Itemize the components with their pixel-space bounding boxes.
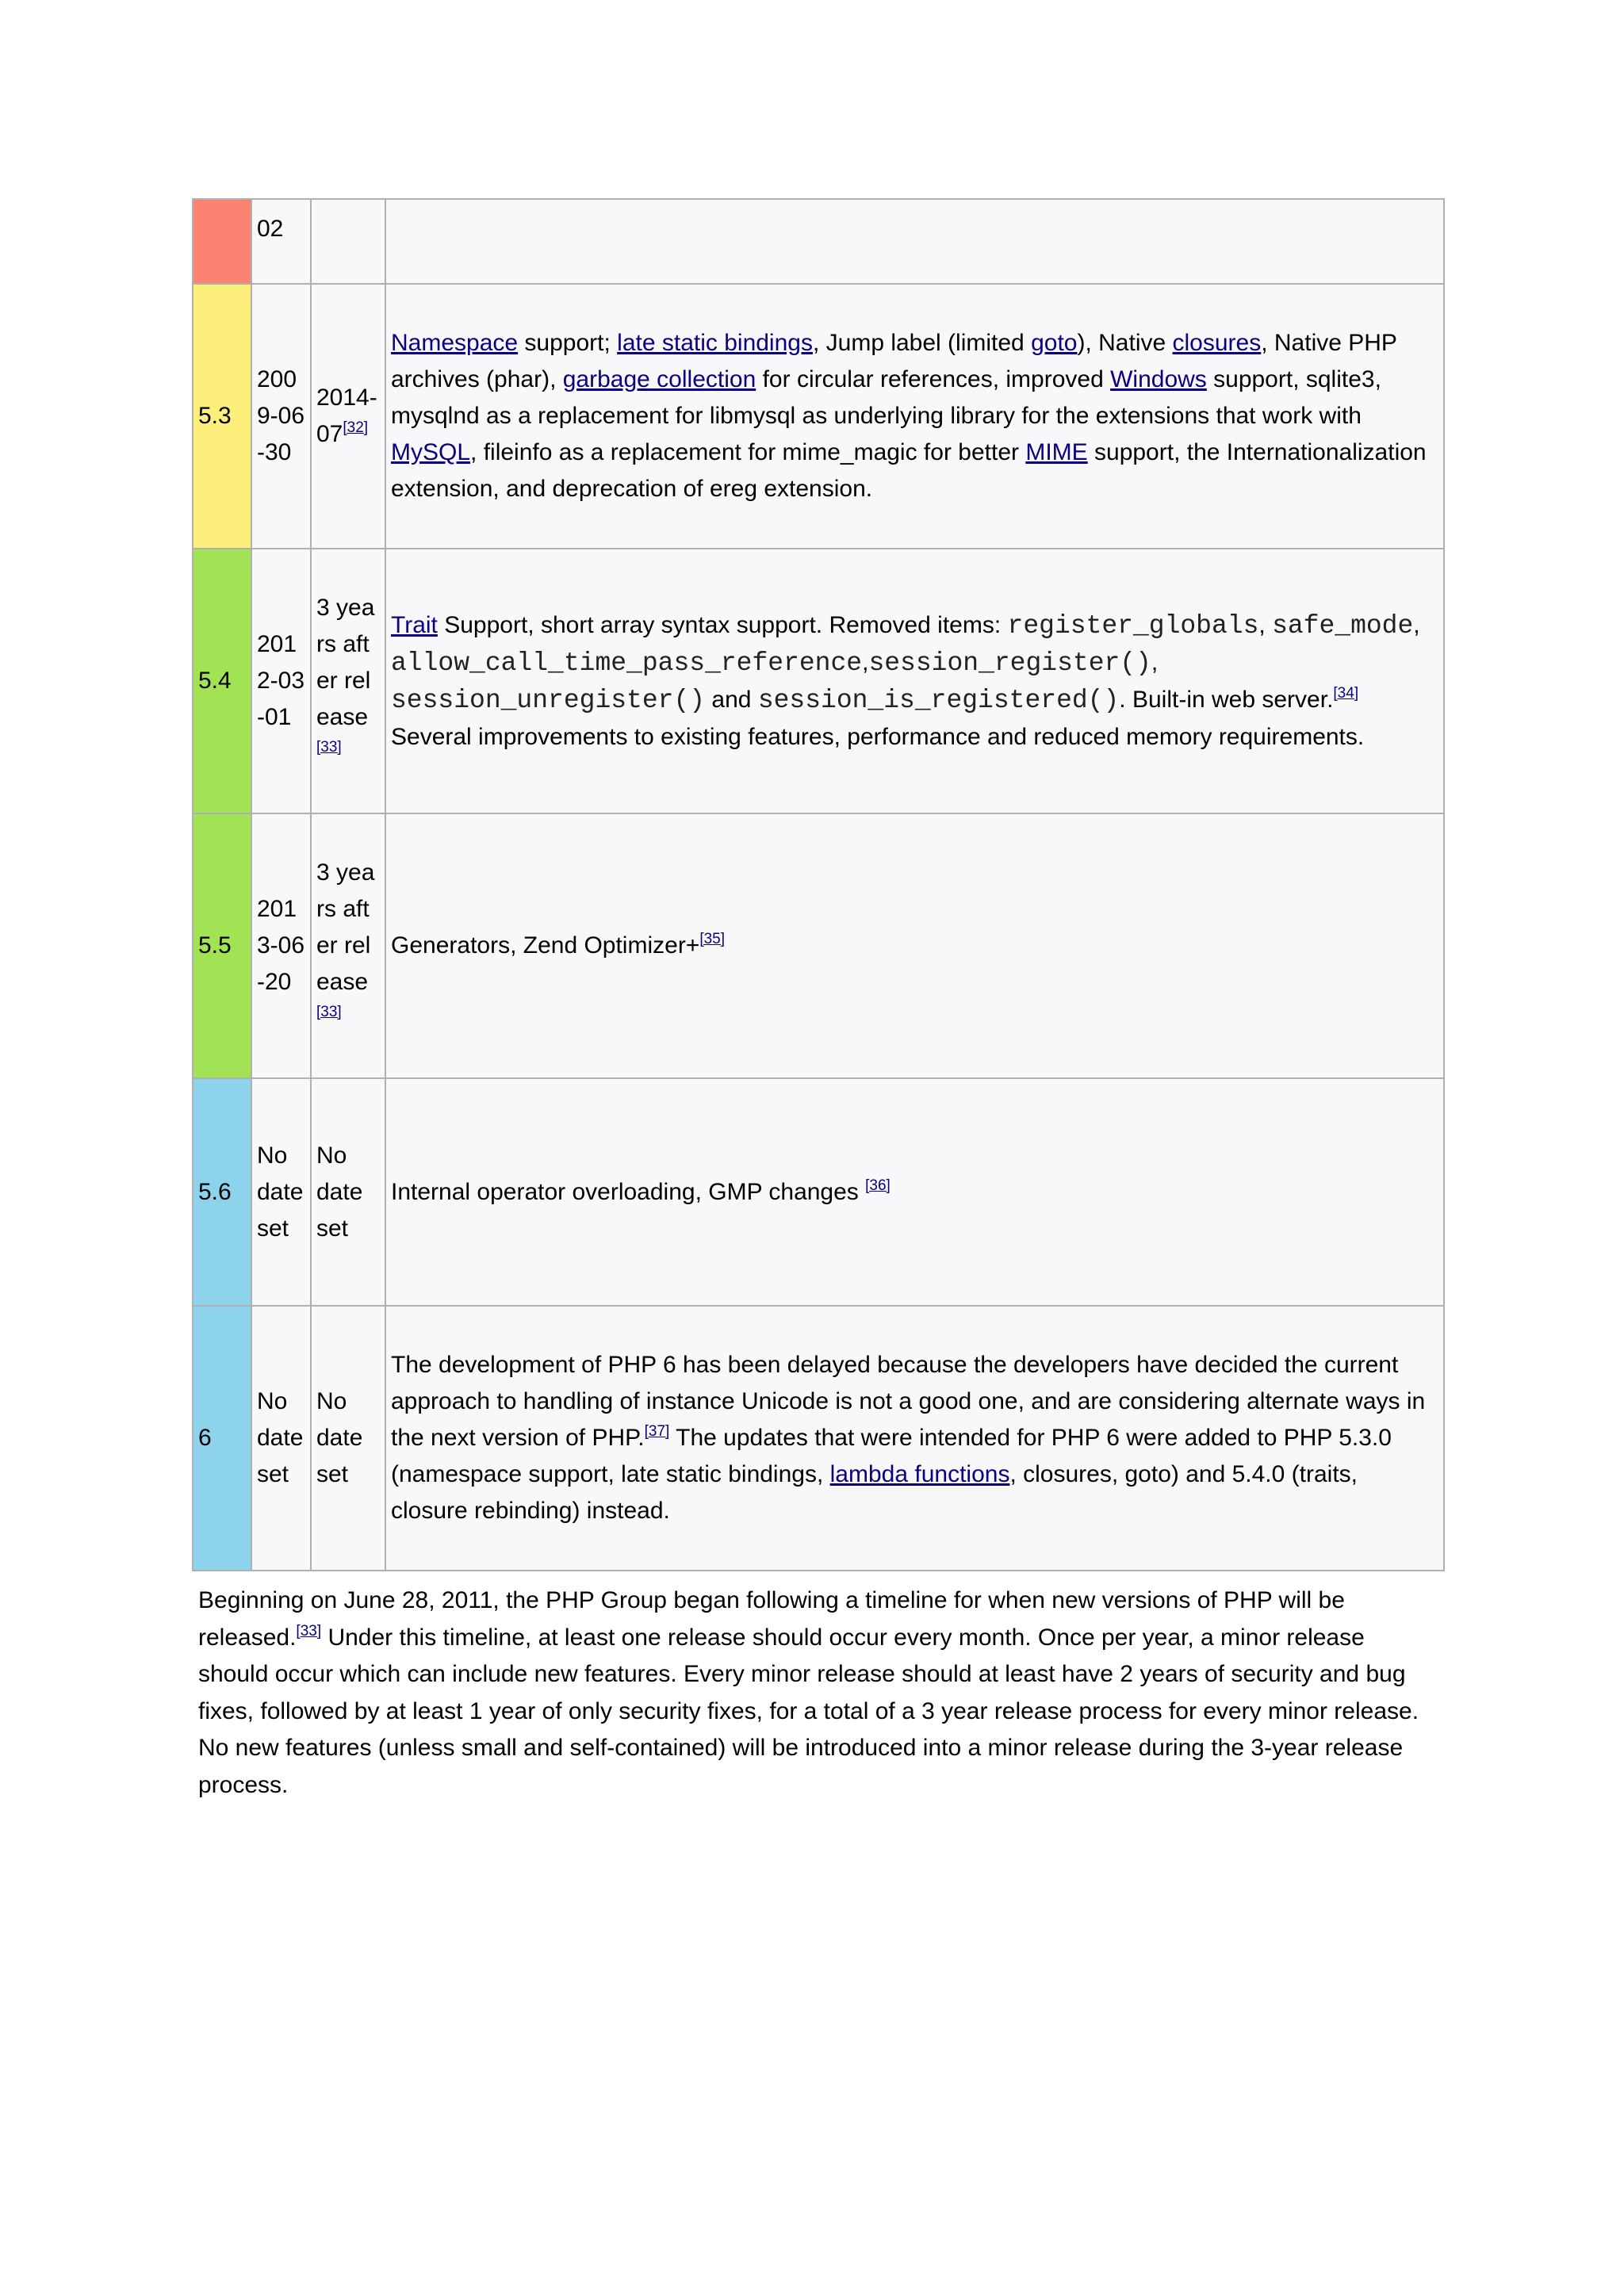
release-date-cell: 2012-03-01	[251, 549, 311, 813]
description-text: for circular references, improved	[756, 366, 1111, 392]
table-row	[193, 1306, 1444, 1571]
description-cell	[385, 1306, 1444, 1571]
goto-link[interactable]: goto	[1031, 330, 1078, 356]
description-cell	[385, 813, 1444, 1078]
release-date-cell: No date set	[251, 1306, 311, 1571]
citation-link[interactable]: [32]	[343, 419, 369, 436]
release-date-cell: 02	[251, 199, 311, 284]
description-text: ), Native	[1077, 330, 1173, 356]
support-cell	[311, 549, 385, 813]
support-text: 3 years after release	[316, 859, 375, 995]
release-date-cell: 2013-06-20	[251, 813, 311, 1078]
table-row	[193, 284, 1444, 549]
release-table-container	[192, 198, 1445, 1571]
description-text: , Jump label (limited	[812, 330, 1032, 356]
description-cell	[385, 199, 1444, 284]
description-text: Several improvements to existing features, performance and reduced memory requirements.	[391, 723, 1365, 750]
description-text: support, the Internationalization extension, and deprecation of ereg extension.	[391, 439, 1427, 502]
support-text: 2014-07	[316, 385, 377, 447]
table-row	[193, 813, 1444, 1078]
description-text: , fileinfo as a replacement for mime_magic for better	[470, 439, 1026, 465]
description-text: Internal operator overloading, GMP changes	[391, 1178, 866, 1205]
version-cell: 5.6	[193, 1078, 251, 1306]
support-cell	[311, 284, 385, 549]
paragraph-text: Beginning on June 28, 2011, the PHP Group began following a timeline for when new versions of PHP will be released.	[198, 1587, 1345, 1651]
release-date-cell: No date set	[251, 1078, 311, 1306]
citation-link[interactable]: [33]	[296, 1622, 322, 1640]
code-text: safe_mode	[1272, 610, 1414, 641]
description-text: The updates that were intended for PHP 6 were added to PHP 5.3.0 (namespace support, late static bindings,	[391, 1425, 1392, 1487]
lambda-functions-link[interactable]: lambda functions	[829, 1461, 1010, 1487]
description-text: Generators, Zend Optimizer+	[391, 932, 700, 959]
separator-text: ,	[1413, 611, 1420, 638]
garbage-collection-link[interactable]: garbage collection	[562, 366, 756, 392]
trait-link[interactable]: Trait	[391, 611, 438, 638]
support-cell: No date set	[311, 1306, 385, 1571]
separator-text: ,	[1258, 611, 1273, 638]
code-text: session_is_registered()	[757, 685, 1120, 715]
mysql-link[interactable]: MySQL	[391, 439, 471, 465]
namespace-link[interactable]: Namespace	[391, 330, 519, 356]
description-text: Support, short array syntax support. Removed items:	[437, 611, 1008, 638]
description-text: The development of PHP 6 has been delayed because the developers have decided the current approach to handling of instance Unicode is not a good one, and are considering alternate ways in the next version of PHP.	[391, 1352, 1426, 1451]
description-cell	[385, 1078, 1444, 1306]
description-text: , Native PHP archives (phar),	[391, 330, 1397, 392]
description-text: . Built-in web server.	[1119, 686, 1334, 713]
release-timeline-paragraph	[198, 1582, 1435, 1804]
table-row	[193, 549, 1444, 813]
closures-link[interactable]: closures	[1172, 330, 1262, 356]
code-text: allow_call_time_pass_reference	[391, 648, 863, 678]
description-text: support, sqlite3, mysqlnd as a replacement for libmysql as underlying library for the extensions that work with	[391, 366, 1381, 429]
support-cell	[311, 813, 385, 1078]
citation-link[interactable]: [33]	[316, 1004, 342, 1020]
support-text: 3 years after release	[316, 595, 375, 730]
separator-text: ,	[862, 649, 869, 675]
citation-link[interactable]: [35]	[699, 931, 726, 947]
late-static-bindings-link[interactable]: late static bindings	[617, 330, 813, 356]
code-text: session_register()	[868, 648, 1151, 678]
php-release-table	[192, 198, 1445, 1571]
windows-link[interactable]: Windows	[1110, 366, 1207, 392]
citation-link[interactable]: [34]	[1333, 684, 1359, 702]
code-text: session_unregister()	[391, 685, 706, 715]
mime-link[interactable]: MIME	[1025, 439, 1088, 465]
description-text: , closures, goto) and 5.4.0 (traits, closure rebinding) instead.	[391, 1461, 1358, 1524]
separator-text: and	[705, 686, 758, 713]
release-date-cell: 2009-06-30	[251, 284, 311, 549]
description-cell	[385, 549, 1444, 813]
support-cell: No date set	[311, 1078, 385, 1306]
version-cell: 5.3	[193, 284, 251, 549]
paragraph-text: Under this timeline, at least one release should occur every month. Once per year, a minor release should occur which can include new features. Every minor release should at least have 2 years of security and bug fixes, followed by at least 1 year of only security fixes, for a total of a 3 year release process for every minor release. No new features (unless small and self-contained) will be introduced into a minor release during the 3-year release process.	[198, 1624, 1419, 1798]
separator-text: ,	[1151, 649, 1159, 675]
support-cell	[311, 199, 385, 284]
code-text: register_globals	[1007, 610, 1259, 641]
citation-link[interactable]: [36]	[865, 1177, 891, 1194]
version-cell: 6	[193, 1306, 251, 1571]
citation-link[interactable]: [37]	[644, 1423, 670, 1440]
table-row	[193, 1078, 1444, 1306]
version-cell: 5.5	[193, 813, 251, 1078]
table-row	[193, 199, 1444, 284]
description-cell	[385, 284, 1444, 549]
version-color-cell-red	[193, 199, 251, 284]
citation-link[interactable]: [33]	[316, 739, 342, 756]
version-cell: 5.4	[193, 549, 251, 813]
description-text: support;	[518, 330, 618, 356]
